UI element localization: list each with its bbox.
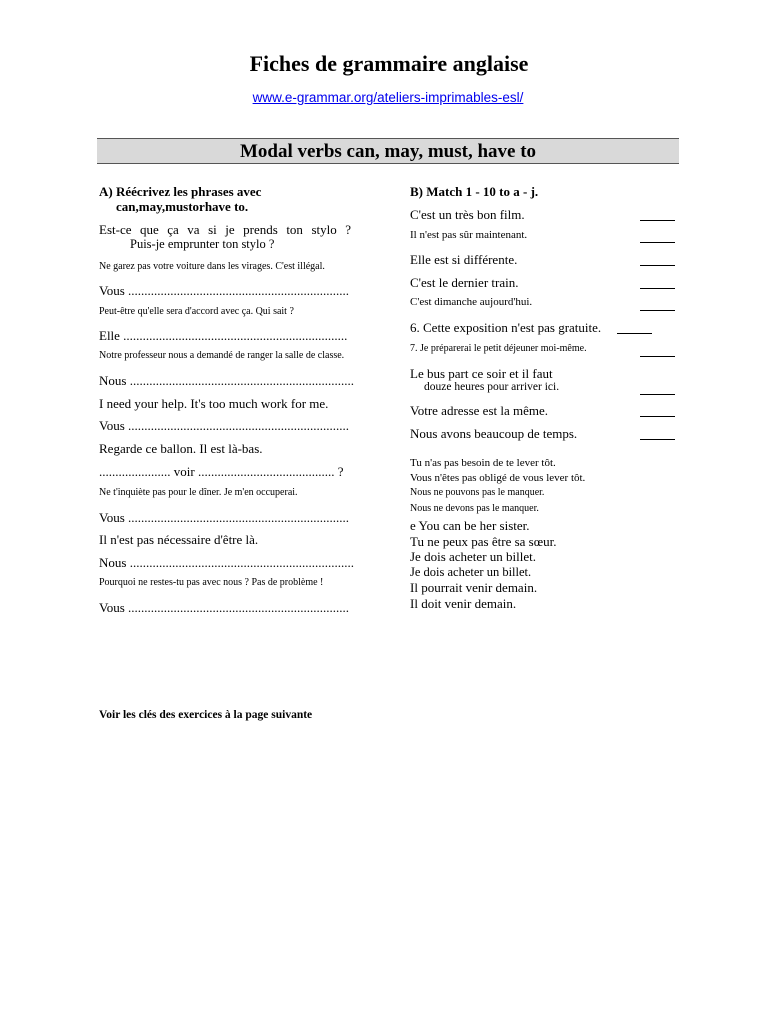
match-option: Vous n'êtes pas obligé de vous lever tôt.: [410, 472, 586, 484]
answer-line: Elle .....................................................................: [99, 328, 348, 343]
answer-blank: [640, 394, 675, 395]
section-a-heading-line2: can,may,mustorhave to.: [116, 199, 249, 214]
exercise-a-line: Peut-être qu'elle sera d'accord avec ça. Qui sait ?: [99, 306, 294, 317]
exercise-a-line: Il n'est pas nécessaire d'être là.: [99, 532, 259, 547]
match-option: Nous ne pouvons pas le manquer.: [410, 487, 545, 498]
match-item: C'est le dernier train.: [410, 275, 519, 290]
match-option: Tu ne peux pas être sa sœur.: [410, 534, 557, 549]
match-item: Elle est si différente.: [410, 252, 518, 267]
match-item: 7. Je préparerai le petit déjeuner moi-même.: [410, 343, 587, 354]
answer-line: Nous .....................................................................: [99, 373, 354, 388]
match-option: Je dois acheter un billet.: [410, 565, 532, 579]
answer-blank: [640, 220, 675, 221]
exercise-a-line: I need your help. It's too much work for me.: [99, 396, 329, 411]
exercise-a-line: Ne t'inquiète pas pour le dîner. Je m'en occuperai.: [99, 487, 298, 498]
match-option: Je dois acheter un billet.: [410, 549, 536, 564]
answer-blank: [640, 416, 675, 417]
website-link[interactable]: www.e-grammar.org/ateliers-imprimables-esl/: [252, 90, 524, 105]
answer-line: Nous .....................................................................: [99, 555, 354, 570]
answer-blank: [640, 310, 675, 311]
section-b-heading: B) Match 1 - 10 to a - j.: [410, 184, 539, 199]
answer-blank: [617, 333, 652, 334]
exercise-a-line: Puis-je emprunter ton stylo ?: [130, 237, 275, 251]
document-title: Fiches de grammaire anglaise: [249, 51, 529, 76]
match-item: Il n'est pas sûr maintenant.: [410, 229, 528, 241]
match-item: C'est dimanche aujourd'hui.: [410, 296, 533, 308]
topic-banner: Modal verbs can, may, must, have to: [97, 138, 679, 164]
answer-line: Vous ....................................................................: [99, 283, 350, 298]
exercise-a-line: Pourquoi ne restes-tu pas avec nous ? Pas de problème !: [99, 577, 324, 588]
match-item: 6. Cette exposition n'est pas gratuite.: [410, 320, 602, 335]
section-a-heading: A) Réécrivez les phrases avec: [99, 184, 262, 199]
match-item: Le bus part ce soir et il faut: [410, 366, 553, 381]
exercise-a-line: Notre professeur nous a demandé de ranger la salle de classe.: [99, 350, 345, 361]
answer-line: ...................... voir .......................................... ?: [99, 464, 344, 479]
answer-blank: [640, 288, 675, 289]
exercise-a-line: Ne garez pas votre voiture dans les virages. C'est illégal.: [99, 261, 325, 272]
exercise-a-line: Regarde ce ballon. Il est là-bas.: [99, 441, 263, 456]
answer-line: Vous ....................................................................: [99, 600, 350, 615]
match-item: Votre adresse est la même.: [410, 403, 549, 418]
match-item-continuation: douze heures pour arriver ici.: [424, 381, 560, 393]
match-option: e You can be her sister.: [410, 518, 530, 533]
match-item: C'est un très bon film.: [410, 207, 525, 222]
answer-blank: [640, 439, 675, 440]
exercise-a-line: Est-ce que ça va si je prends ton stylo ?: [99, 222, 351, 237]
answer-blank: [640, 356, 675, 357]
match-option: Nous ne devons pas le manquer.: [410, 503, 539, 514]
answer-line: Vous ....................................................................: [99, 510, 350, 525]
match-option: Il pourrait venir demain.: [410, 580, 538, 595]
answer-blank: [640, 265, 675, 266]
answer-blank: [640, 242, 675, 243]
match-item: Nous avons beaucoup de temps.: [410, 426, 578, 441]
answer-key-note: Voir les clés des exercices à la page suivante: [99, 709, 313, 721]
answer-line: Vous ....................................................................: [99, 418, 350, 433]
match-option: Tu n'as pas besoin de te lever tôt.: [410, 457, 556, 469]
match-option: Il doit venir demain.: [410, 596, 517, 611]
